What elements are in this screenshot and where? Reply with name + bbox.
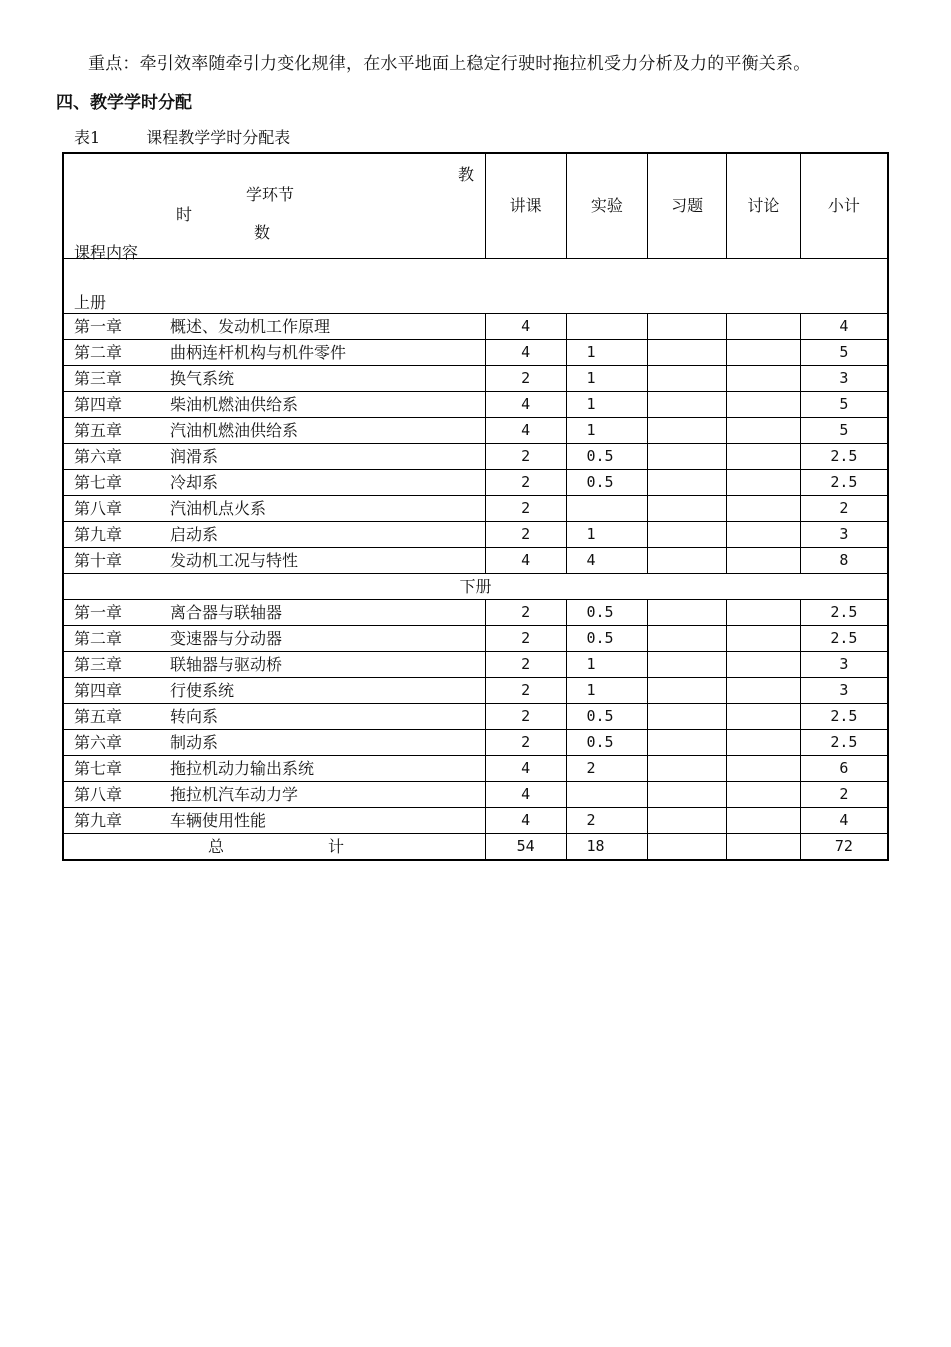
subtotal-hours: 3	[800, 366, 888, 392]
chapter-number: 第二章	[74, 629, 123, 648]
table-row	[63, 704, 888, 730]
chapter-number: 第四章	[74, 395, 123, 414]
chapter-number: 第一章	[74, 603, 123, 622]
corner-header-course-content: 课程内容	[74, 243, 139, 262]
chapter-title: 制动系	[170, 733, 219, 752]
exercise-hours	[648, 418, 727, 444]
chapter-title: 离合器与联轴器	[170, 603, 283, 622]
total-subtotal: 72	[800, 834, 888, 861]
table-row	[63, 730, 888, 756]
chapter-number: 第五章	[74, 421, 123, 440]
lecture-hours: 2	[485, 522, 566, 548]
chapter-title: 联轴器与驱动桥	[170, 655, 283, 674]
table-caption	[74, 125, 290, 148]
discussion-hours	[727, 470, 801, 496]
lecture-hours: 4	[485, 418, 566, 444]
subtotal-hours: 2	[800, 782, 888, 808]
exercise-hours	[648, 730, 727, 756]
lecture-hours: 2	[485, 652, 566, 678]
course-content-cell	[63, 600, 485, 626]
chapter-number: 第二章	[74, 343, 123, 362]
subtotal-hours: 2.5	[800, 730, 888, 756]
subtotal-hours: 5	[800, 418, 888, 444]
column-header-lab: 实验	[566, 153, 648, 259]
subtotal-hours: 2.5	[800, 626, 888, 652]
part2-header-row	[63, 574, 888, 600]
exercise-hours	[648, 600, 727, 626]
chapter-title: 汽油机点火系	[170, 499, 267, 518]
chapter-number: 第七章	[74, 473, 123, 492]
key-points-paragraph: 重点：牵引效率随牵引力变化规律，在水平地面上稳定行驶时拖拉机受力分析及力的平衡关系。	[88, 54, 811, 74]
chapter-title: 汽油机燃油供给系	[170, 421, 299, 440]
lecture-hours: 2	[485, 626, 566, 652]
part1-label: 上册	[63, 259, 888, 314]
lecture-hours: 2	[485, 366, 566, 392]
table-row	[63, 444, 888, 470]
column-header-discussion: 讨论	[727, 153, 801, 259]
subtotal-hours: 3	[800, 652, 888, 678]
table-row	[63, 782, 888, 808]
exercise-hours	[648, 756, 727, 782]
subtotal-hours: 5	[800, 392, 888, 418]
discussion-hours	[727, 314, 801, 340]
chapter-number: 第六章	[74, 733, 123, 752]
discussion-hours	[727, 730, 801, 756]
course-content-cell	[63, 782, 485, 808]
exercise-hours	[648, 392, 727, 418]
table-row	[63, 678, 888, 704]
chapter-number: 第七章	[74, 759, 123, 778]
discussion-hours	[727, 600, 801, 626]
course-content-cell	[63, 756, 485, 782]
subtotal-hours: 8	[800, 548, 888, 574]
column-header-exercise: 习题	[648, 153, 727, 259]
corner-header-cell	[63, 153, 485, 262]
chapter-title: 曲柄连杆机构与机件零件	[170, 343, 347, 362]
lab-hours	[566, 782, 648, 808]
lab-hours: 4	[566, 548, 648, 574]
table-row	[63, 366, 888, 392]
course-content-cell	[63, 366, 485, 392]
discussion-hours	[727, 782, 801, 808]
total-exercise	[648, 834, 727, 861]
exercise-hours	[648, 808, 727, 834]
chapter-title: 发动机工况与特性	[170, 551, 299, 570]
discussion-hours	[727, 522, 801, 548]
table-row	[63, 522, 888, 548]
subtotal-hours: 2	[800, 496, 888, 522]
exercise-hours	[648, 548, 727, 574]
exercise-hours	[648, 470, 727, 496]
total-lecture: 54	[485, 834, 566, 861]
subtotal-hours: 3	[800, 522, 888, 548]
lecture-hours: 2	[485, 496, 566, 522]
discussion-hours	[727, 678, 801, 704]
chapter-number: 第五章	[74, 707, 123, 726]
corner-header-jiao: 教	[458, 165, 475, 184]
subtotal-hours: 4	[800, 808, 888, 834]
lab-hours: 2	[566, 756, 648, 782]
exercise-hours	[648, 444, 727, 470]
course-content-cell	[63, 652, 485, 678]
lecture-hours: 4	[485, 808, 566, 834]
total-label-2: 计	[328, 837, 345, 856]
lecture-hours: 4	[485, 392, 566, 418]
chapter-number: 第九章	[74, 811, 123, 830]
lab-hours: 0.5	[566, 600, 648, 626]
discussion-hours	[727, 756, 801, 782]
exercise-hours	[648, 626, 727, 652]
chapter-title: 转向系	[170, 707, 219, 726]
chapter-title: 柴油机燃油供给系	[170, 395, 299, 414]
exercise-hours	[648, 366, 727, 392]
lecture-hours: 2	[485, 678, 566, 704]
course-content-cell	[63, 808, 485, 834]
table-row	[63, 496, 888, 522]
table-row	[63, 340, 888, 366]
subtotal-hours: 6	[800, 756, 888, 782]
lab-hours: 1	[566, 366, 648, 392]
table-row	[63, 392, 888, 418]
lab-hours	[566, 314, 648, 340]
lecture-hours: 2	[485, 704, 566, 730]
lab-hours: 1	[566, 340, 648, 366]
subtotal-hours: 3	[800, 678, 888, 704]
table-row	[63, 314, 888, 340]
subtotal-hours: 5	[800, 340, 888, 366]
course-content-cell	[63, 496, 485, 522]
discussion-hours	[727, 418, 801, 444]
table-row	[63, 652, 888, 678]
table-row	[63, 548, 888, 574]
lab-hours: 0.5	[566, 626, 648, 652]
chapter-title: 启动系	[170, 525, 219, 544]
discussion-hours	[727, 444, 801, 470]
lecture-hours: 4	[485, 782, 566, 808]
lab-hours: 2	[566, 808, 648, 834]
chapter-number: 第六章	[74, 447, 123, 466]
exercise-hours	[648, 340, 727, 366]
hours-allocation-table	[62, 152, 889, 861]
chapter-title: 拖拉机动力输出系统	[170, 759, 315, 778]
total-row	[63, 834, 888, 861]
exercise-hours	[648, 522, 727, 548]
table-row	[63, 418, 888, 444]
total-label-cell	[63, 834, 485, 861]
subtotal-hours: 2.5	[800, 470, 888, 496]
course-content-cell	[63, 444, 485, 470]
course-content-cell	[63, 314, 485, 340]
discussion-hours	[727, 808, 801, 834]
table-row	[63, 808, 888, 834]
discussion-hours	[727, 652, 801, 678]
lab-hours: 0.5	[566, 730, 648, 756]
corner-header-xuehuanjie: 学环节	[246, 185, 295, 204]
lab-hours: 1	[566, 652, 648, 678]
discussion-hours	[727, 366, 801, 392]
course-content-cell	[63, 548, 485, 574]
table-row	[63, 756, 888, 782]
discussion-hours	[727, 392, 801, 418]
subtotal-hours: 4	[800, 314, 888, 340]
section-heading: 四、教学学时分配	[56, 93, 192, 113]
chapter-title: 车辆使用性能	[170, 811, 267, 830]
exercise-hours	[648, 704, 727, 730]
lab-hours: 1	[566, 392, 648, 418]
lab-hours: 1	[566, 678, 648, 704]
table-header-row	[63, 153, 888, 259]
exercise-hours	[648, 314, 727, 340]
lecture-hours: 2	[485, 470, 566, 496]
chapter-title: 行使系统	[170, 681, 235, 700]
lecture-hours: 2	[485, 600, 566, 626]
exercise-hours	[648, 496, 727, 522]
lecture-hours: 2	[485, 444, 566, 470]
column-header-subtotal: 小计	[800, 153, 888, 259]
chapter-number: 第四章	[74, 681, 123, 700]
course-content-cell	[63, 470, 485, 496]
chapter-title: 概述、发动机工作原理	[170, 317, 331, 336]
chapter-number: 第三章	[74, 655, 123, 674]
corner-header-shi: 时	[176, 205, 193, 224]
lecture-hours: 2	[485, 730, 566, 756]
course-content-cell	[63, 730, 485, 756]
table-row	[63, 626, 888, 652]
discussion-hours	[727, 548, 801, 574]
course-content-cell	[63, 418, 485, 444]
chapter-title: 拖拉机汽车动力学	[170, 785, 299, 804]
chapter-title: 润滑系	[170, 447, 219, 466]
total-lab: 18	[566, 834, 648, 861]
lecture-hours: 4	[485, 340, 566, 366]
total-discussion	[727, 834, 801, 861]
subtotal-hours: 2.5	[800, 444, 888, 470]
chapter-number: 第八章	[74, 785, 123, 804]
lab-hours: 0.5	[566, 704, 648, 730]
course-content-cell	[63, 340, 485, 366]
lab-hours: 1	[566, 522, 648, 548]
chapter-number: 第一章	[74, 317, 123, 336]
table-row	[63, 600, 888, 626]
part1-header-row	[63, 259, 888, 314]
course-content-cell	[63, 392, 485, 418]
corner-header-shu: 数	[254, 223, 271, 242]
discussion-hours	[727, 496, 801, 522]
chapter-number: 第九章	[74, 525, 123, 544]
chapter-number: 第十章	[74, 551, 123, 570]
discussion-hours	[727, 626, 801, 652]
table-caption-title: 课程教学学时分配表	[146, 128, 291, 147]
exercise-hours	[648, 652, 727, 678]
course-content-cell	[63, 678, 485, 704]
discussion-hours	[727, 340, 801, 366]
subtotal-hours: 2.5	[800, 704, 888, 730]
chapter-number: 第三章	[74, 369, 123, 388]
discussion-hours	[727, 704, 801, 730]
lecture-hours: 4	[485, 314, 566, 340]
chapter-title: 换气系统	[170, 369, 235, 388]
lab-hours	[566, 496, 648, 522]
total-label-1: 总	[208, 837, 225, 856]
part2-label: 下册	[63, 574, 888, 600]
lecture-hours: 4	[485, 548, 566, 574]
exercise-hours	[648, 782, 727, 808]
course-content-cell	[63, 626, 485, 652]
chapter-title: 变速器与分动器	[170, 629, 283, 648]
lab-hours: 1	[566, 418, 648, 444]
course-content-cell	[63, 704, 485, 730]
table-row	[63, 470, 888, 496]
chapter-number: 第八章	[74, 499, 123, 518]
lab-hours: 0.5	[566, 444, 648, 470]
column-header-lecture: 讲课	[485, 153, 566, 259]
chapter-title: 冷却系	[170, 473, 219, 492]
course-content-cell	[63, 522, 485, 548]
subtotal-hours: 2.5	[800, 600, 888, 626]
table-caption-label: 表1	[74, 128, 101, 147]
exercise-hours	[648, 678, 727, 704]
lecture-hours: 4	[485, 756, 566, 782]
lab-hours: 0.5	[566, 470, 648, 496]
